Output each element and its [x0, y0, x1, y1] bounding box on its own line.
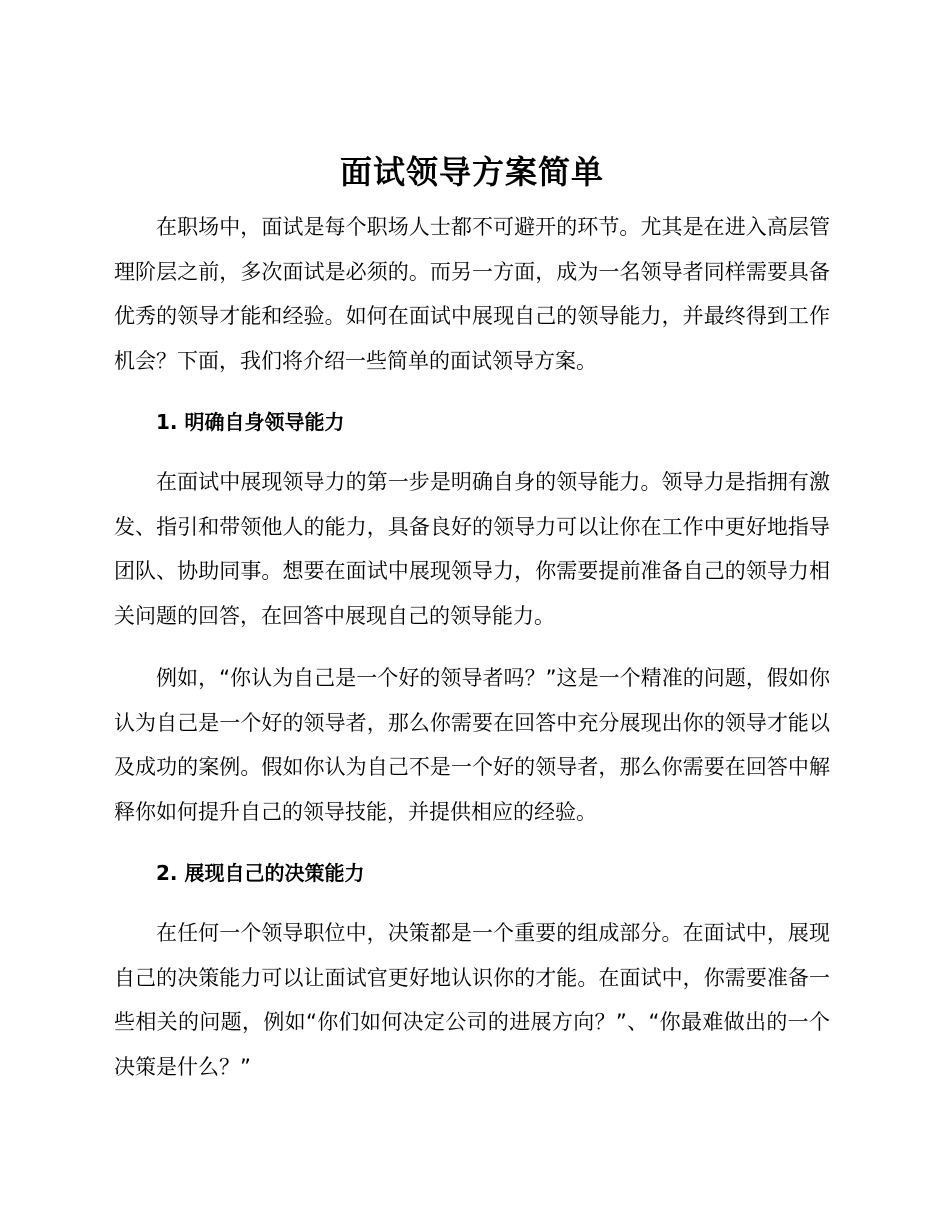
section-heading: 1. 明确自身领导能力 [156, 410, 345, 434]
section-2 [114, 858, 830, 1089]
intro-paragraph: 在职场中，面试是每个职场人士都不可避开的环节。尤其是在进入高层管理阶层之前，多次面试是必须的。而另一方面，成为一名领导者同样需要具备优秀的领导才能和经验。如何在面试中展现自己的领导能力，并最终得到工作机会？下面，我们将介绍一些简单的面试领导方案。 [114, 215, 830, 373]
section-1 [114, 407, 830, 834]
document-title: 面试领导方案简单 [339, 153, 604, 191]
section-1-paragraph-2: 例如，“你认为自己是一个好的领导者吗？”这是一个精准的问题，假如你认为自己是一个好的领导者，那么你需要在回答中充分展现出你的领导才能以及成功的案例。假如你认为自己不是一个好的领导者，那么你需要在回答中解释你如何提升自己的领导技能，并提供相应的经验。 [114, 666, 830, 824]
section-heading: 2. 展现自己的决策能力 [156, 861, 365, 885]
section-1-paragraph-1: 在面试中展现领导力的第一步是明确自身的领导能力。领导力是指拥有激发、指引和带领他人的能力，具备良好的领导力可以让你在工作中更好地指导团队、协助同事。想要在面试中展现领导力，你需要提前准备自己的领导力相关问题的回答，在回答中展现自己的领导能力。 [114, 470, 830, 628]
section-2-paragraph-1: 在任何一个领导职位中，决策都是一个重要的组成部分。在面试中，展现自己的决策能力可以让面试官更好地认识你的才能。在面试中，你需要准备一些相关的问题，例如“你们如何决定公司的进展方向？”、“你最难做出的一个决策是什么？” [114, 921, 830, 1079]
